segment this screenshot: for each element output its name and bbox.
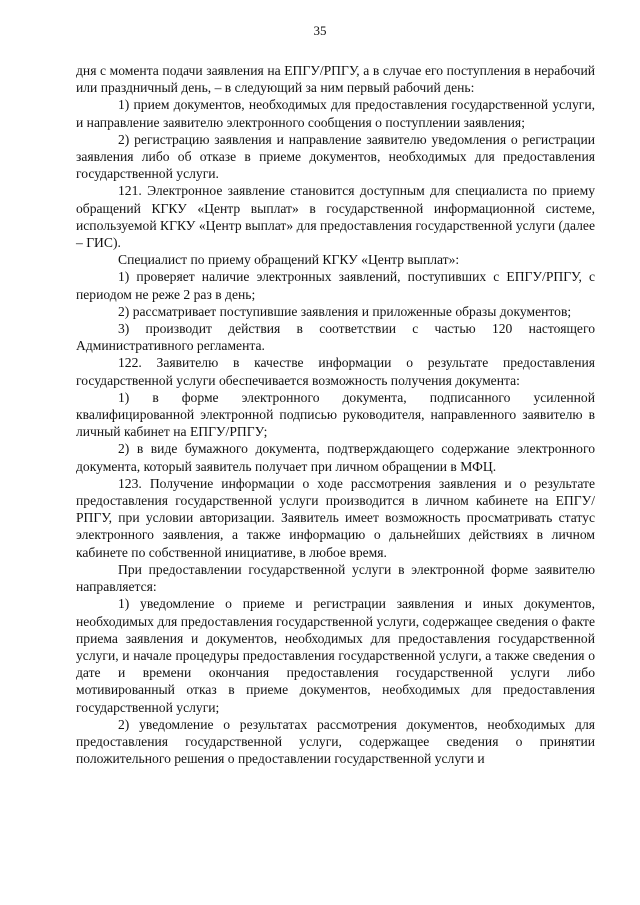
list-item-2: 2) уведомление о результатах рассмотрения документов, необходимых для предоставления государственной услуги, содержащее сведения о принятии положительного решения о предоставлении государственной услуги и [76,716,595,767]
paragraph-continuation: дня с момента подачи заявления на ЕПГУ/РПГУ, а в случае его поступления в нерабочий или праздничный день, – в следующий за ним первый рабочий день: [76,63,595,96]
list-item-1: 1) в форме электронного документа, подписанного усиленной квалифицированной электронной подписью руководителя, направленного заявителю в личный кабинет на ЕПГУ/РПГУ; [76,389,595,440]
list-item-1: 1) уведомление о приеме и регистрации заявления и иных документов, необходимых для предоставления государственной услуги, содержащее сведения о факте приема заявления и документов, необходимых для предоставления государственной услуги, и начале процедуры предоставления государственной услуги, а также сведения о дате и времени окончания предоставления государственной услуги либо мотивированный отказ в приеме документов, необходимых для предоставления государственной услуги; [76,596,595,715]
page-number: 35 [313,23,327,38]
list-item-2: 2) рассматривает поступившие заявления и приложенные образы документов; [118,303,572,319]
specialist-intro: Специалист по приему обращений КГКУ «Центр выплат»: [118,252,460,268]
list-item-2: 2) регистрацию заявления и направление заявителю уведомления о регистрации заявления либо об отказе в приеме документов, необходимых для предоставления государственной услуги. [76,131,595,182]
list-item-1: 1) прием документов, необходимых для предоставления государственной услуги, и направление заявителю электронного сообщения о поступлении заявления; [76,97,595,130]
electronic-form-intro: При предоставлении государственной услуги в электронной форме заявителю направляется: [76,561,595,595]
paragraph-123: 123. Получение информации о ходе рассмотрения заявления и о результате предоставления государственной услуги производится в личном кабинете на ЕПГУ/РПГУ, при условии авторизации. Заявитель имеет возможность просматривать статус электронного заявления, а также информацию о дальнейших действиях в личном кабинете по собственной инициативе, в любое время. [76,475,595,560]
list-item-3: 3) производит действия в соответствии с частью 120 настоящего Административного регламента. [76,321,595,354]
list-item-2: 2) в виде бумажного документа, подтверждающего содержание электронного документа, который заявитель получает при личном обращении в МФЦ. [76,441,595,474]
list-item-1: 1) проверяет наличие электронных заявлений, поступивших с ЕПГУ/РПГУ, с периодом не реже 2 раз в день; [76,269,595,302]
document-body [76,62,595,767]
paragraph-121: 121. Электронное заявление становится доступным для специалиста по приему обращений КГКУ «Центр выплат» в государственной информационной системе, используемой КГКУ «Центр выплат» для предоставления государственной услуги (далее – ГИС). [76,183,595,251]
paragraph-122: 122. Заявителю в качестве информации о результате предоставления государственной услуги обеспечивается возможность получения документа: [76,355,595,388]
